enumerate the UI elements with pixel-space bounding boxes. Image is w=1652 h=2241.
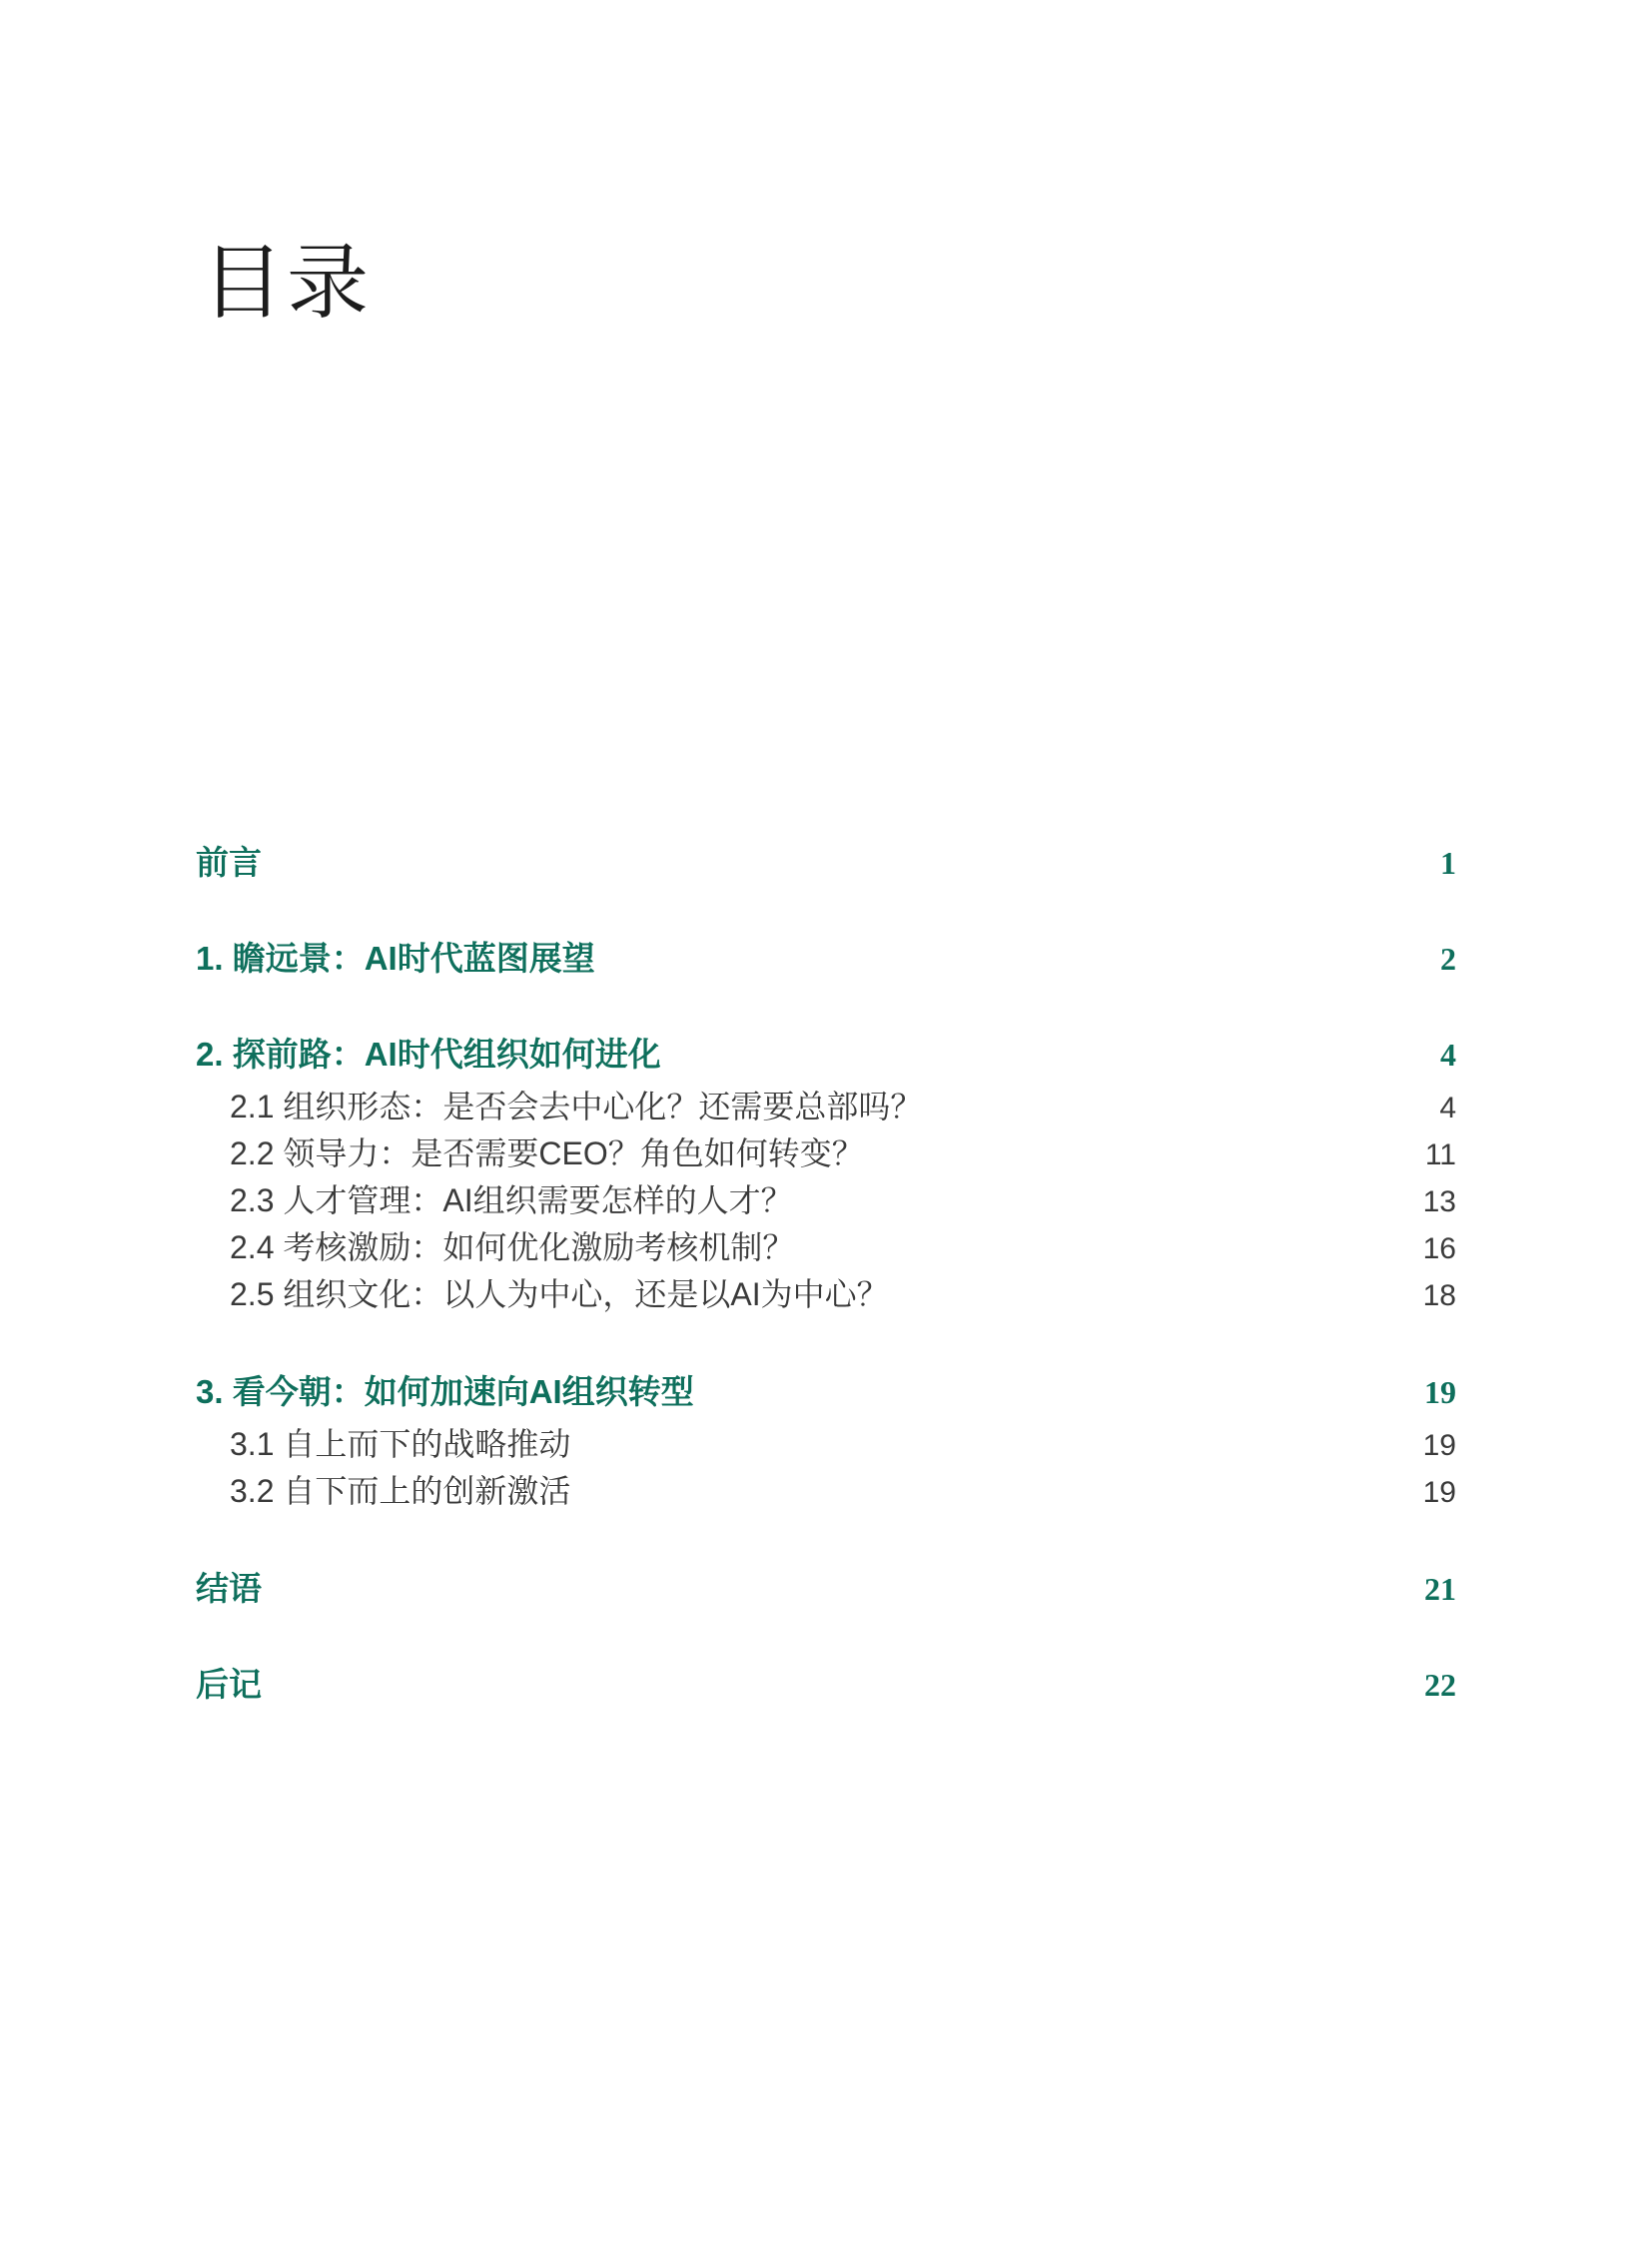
toc-entry[interactable]	[196, 1665, 1456, 1705]
toc-entry-label: 3.1 自上而下的战略推动	[230, 1426, 571, 1462]
toc-entry[interactable]	[196, 843, 1456, 883]
toc-entry[interactable]	[196, 1424, 1456, 1466]
toc-entry[interactable]	[196, 1035, 1456, 1075]
toc-entry-page: 13	[1422, 1185, 1456, 1218]
toc-entry-label: 2. 探前路：AI时代组织如何进化	[196, 1036, 661, 1073]
toc-entry[interactable]	[196, 1180, 1456, 1222]
toc-entry[interactable]	[196, 1227, 1456, 1269]
toc-entry-page: 11	[1424, 1138, 1456, 1171]
toc-entry[interactable]	[196, 1087, 1456, 1128]
toc-entry-page: 22	[1424, 1667, 1456, 1703]
toc-entry[interactable]	[196, 1133, 1456, 1175]
toc-entry-page: 19	[1424, 1374, 1456, 1410]
toc-entry[interactable]	[196, 939, 1456, 979]
toc-entry-label: 3. 看今朝：如何加速向AI组织转型	[196, 1373, 694, 1410]
toc-entry-label: 后记	[196, 1666, 262, 1703]
toc-entry-label: 3.2 自下而上的创新激活	[230, 1473, 571, 1509]
toc-entry[interactable]	[196, 1569, 1456, 1609]
toc-entry-page: 16	[1422, 1232, 1456, 1265]
toc-entry-label: 2.4 考核激励：如何优化激励考核机制？	[230, 1229, 795, 1265]
toc-entry-page: 18	[1422, 1279, 1456, 1312]
toc-entry-page: 2	[1440, 941, 1456, 977]
toc-entry-page: 4	[1440, 1037, 1456, 1073]
page-title: 目录	[202, 237, 373, 329]
toc-entry[interactable]	[196, 1372, 1456, 1412]
toc-entry-page: 21	[1424, 1571, 1456, 1607]
table-of-contents	[196, 787, 1456, 1705]
toc-entry[interactable]	[196, 1274, 1456, 1316]
toc-entry-page: 1	[1440, 845, 1456, 881]
toc-entry-label: 前言	[196, 844, 262, 881]
toc-entry-page: 19	[1422, 1429, 1456, 1462]
toc-entry-label: 2.3 人才管理：AI组织需要怎样的人才？	[230, 1182, 793, 1218]
toc-entry-page: 19	[1422, 1476, 1456, 1509]
toc-entry-label: 结语	[196, 1570, 262, 1607]
toc-entry[interactable]	[196, 1471, 1456, 1513]
toc-entry-label: 2.5 组织文化：以人为中心，还是以AI为中心？	[230, 1276, 889, 1312]
toc-entry-page: 4	[1439, 1092, 1456, 1124]
toc-entry-label: 2.2 领导力：是否需要CEO？角色如何转变？	[230, 1135, 864, 1171]
toc-entry-label: 2.1 组织形态：是否会去中心化？还需要总部吗？	[230, 1089, 923, 1124]
toc-entry-label: 1. 瞻远景：AI时代蓝图展望	[196, 940, 595, 977]
